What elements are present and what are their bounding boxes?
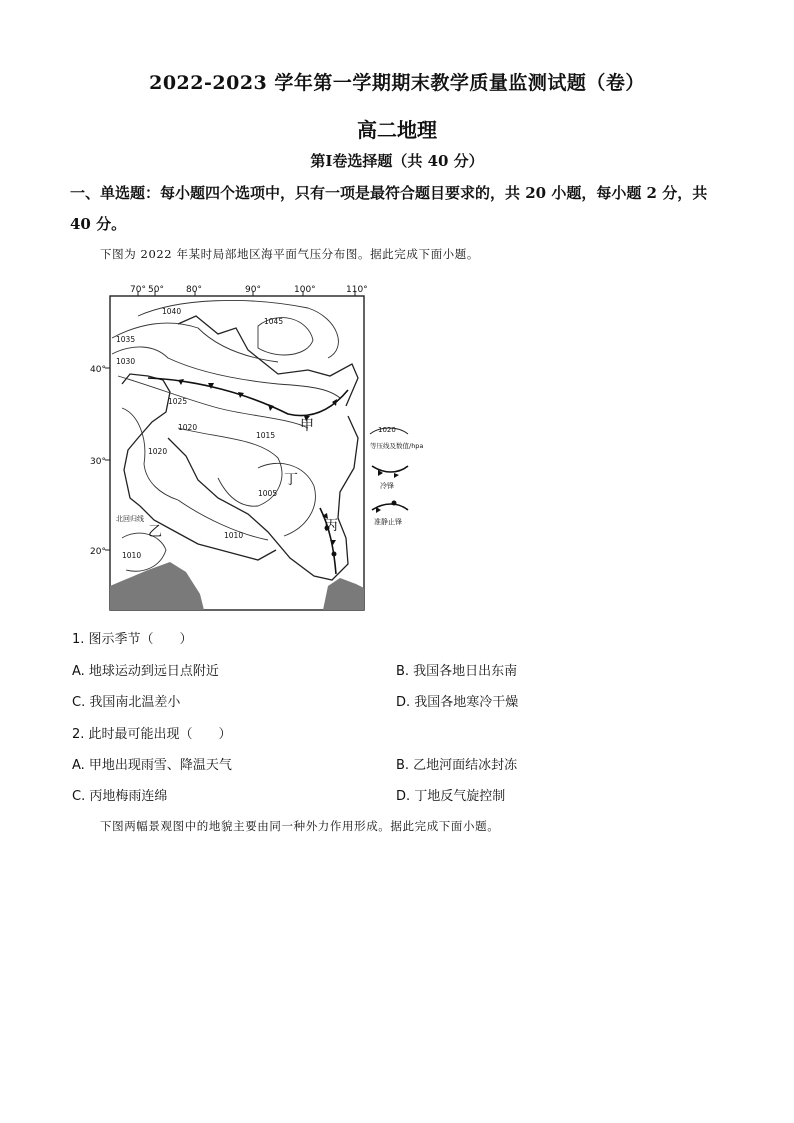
isobar-value: 1030 bbox=[116, 357, 136, 366]
place-ding: 丁 bbox=[284, 472, 298, 488]
lon-label: 100° bbox=[294, 285, 316, 295]
isobar-value: 1015 bbox=[256, 431, 276, 440]
question-1-option-b[interactable]: B. 我国各地日出东南 bbox=[396, 664, 518, 679]
isobar-value: 1045 bbox=[264, 317, 284, 326]
isobar-value: 1010 bbox=[224, 531, 244, 540]
lon-label: 110° bbox=[346, 285, 368, 295]
map-legend bbox=[370, 426, 423, 526]
landform-intro-text: 下图两幅景观图中的地貌主要由同一种外力作用形成。据此完成下面小题。 bbox=[100, 819, 500, 833]
place-jia: 甲 bbox=[300, 418, 314, 434]
legend-stationary-front: 准静止锋 bbox=[374, 518, 402, 526]
pressure-map bbox=[90, 285, 424, 614]
map-intro-text: 下图为 2022 年某时局部地区海平面气压分布图。据此完成下面小题。 bbox=[100, 247, 479, 261]
lat-label: 20° bbox=[90, 547, 106, 557]
question-1-option-d[interactable]: D. 我国各地寒冷干燥 bbox=[396, 695, 519, 710]
isobar-value: 1020 bbox=[148, 447, 168, 456]
exam-title: 2022-2023 学年第一学期期末教学质量监测试题（卷） bbox=[149, 72, 645, 94]
tropic-label: 北回归线 bbox=[116, 515, 144, 523]
isobar-value: 1005 bbox=[258, 489, 278, 498]
isobar-value: 1010 bbox=[122, 551, 142, 560]
question-1-option-a[interactable]: A. 地球运动到远日点附近 bbox=[72, 664, 219, 679]
section-heading: 一、单选题：每小题四个选项中，只有一项是最符合题目要求的，共 20 小题，每小题 2 分，共 40 分。 bbox=[70, 184, 708, 233]
part-title: 第Ⅰ卷选择题（共 40 分） bbox=[310, 152, 484, 170]
question-1-stem: 1. 图示季节（ ） bbox=[72, 632, 193, 647]
isobar-value: 1025 bbox=[168, 397, 188, 406]
place-bing: 丙 bbox=[324, 518, 338, 534]
lon-label: 80° bbox=[186, 285, 202, 295]
isobar-value: 1035 bbox=[116, 335, 136, 344]
question-1-option-c[interactable]: C. 我国南北温差小 bbox=[72, 695, 181, 710]
question-2-option-b[interactable]: B. 乙地河面结冰封冻 bbox=[396, 758, 518, 773]
isobar-value: 1040 bbox=[162, 307, 182, 316]
lon-label: 90° bbox=[245, 285, 261, 295]
lon-label: 70° bbox=[130, 285, 146, 295]
lat-label: 30° bbox=[90, 457, 106, 467]
legend-isobar-text: 等压线及数值/hpa bbox=[370, 442, 424, 450]
subject-title: 高二地理 bbox=[357, 118, 437, 142]
question-2-stem: 2. 此时最可能出现（ ） bbox=[72, 727, 232, 742]
question-2-option-a[interactable]: A. 甲地出现雨雪、降温天气 bbox=[72, 758, 232, 773]
lon-label: 50° bbox=[148, 285, 164, 295]
question-2-option-c[interactable]: C. 丙地梅雨连绵 bbox=[72, 789, 168, 804]
lat-label: 40° bbox=[90, 365, 106, 375]
legend-cold-front: 冷锋 bbox=[380, 482, 394, 490]
place-yi: 乙 bbox=[148, 524, 162, 540]
question-2-option-d[interactable]: D. 丁地反气旋控制 bbox=[396, 789, 506, 804]
legend-isobar-value: 1020 bbox=[378, 426, 396, 434]
isobar-value: 1020 bbox=[178, 423, 198, 432]
